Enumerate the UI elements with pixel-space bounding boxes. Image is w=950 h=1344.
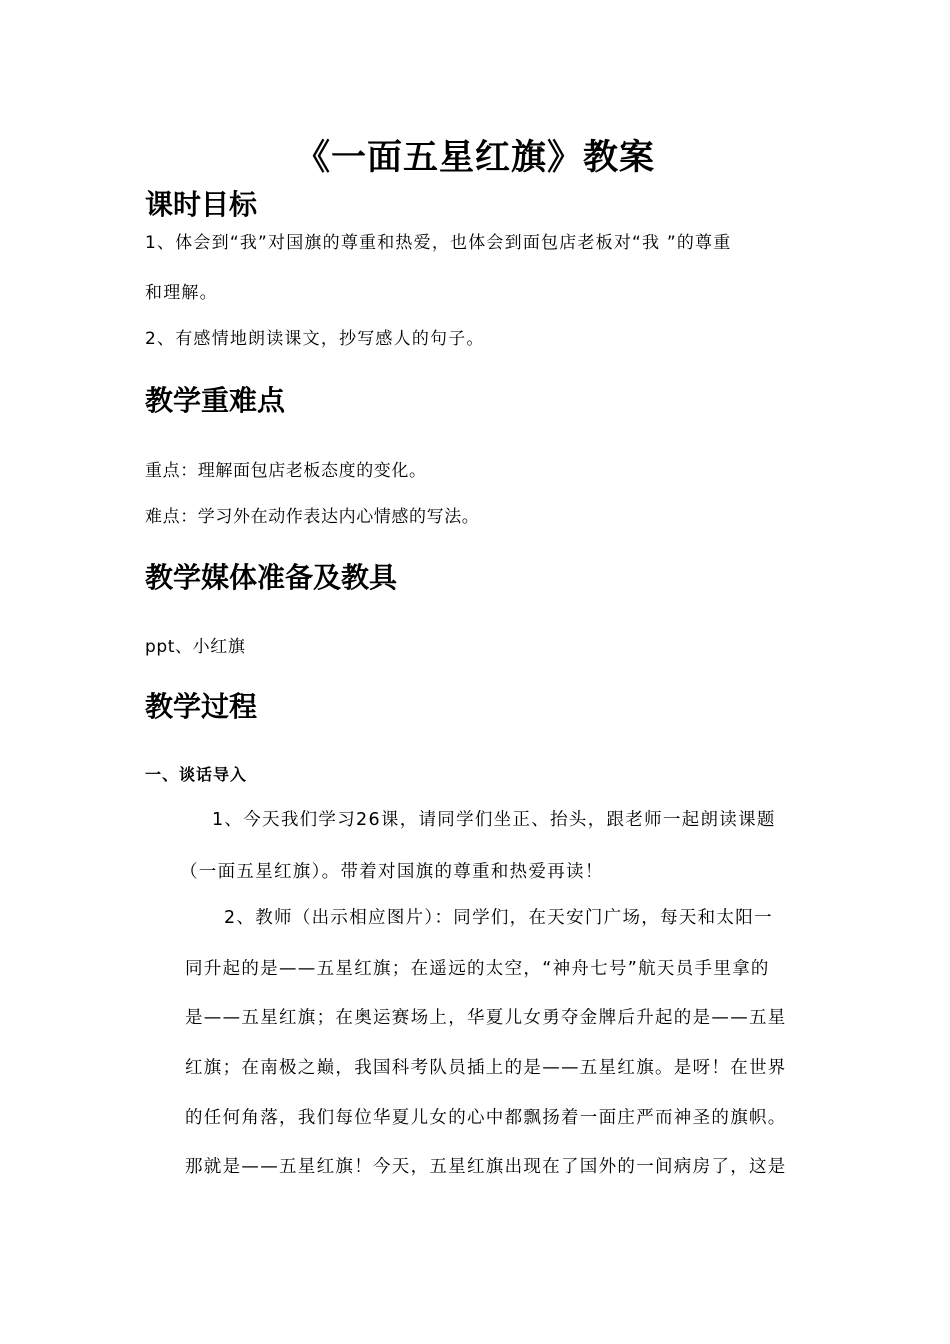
document-title: 《一面五星红旗》教案 (294, 138, 655, 178)
media-items: ppt、小红旗 (145, 637, 246, 657)
heading-media: 教学媒体准备及教具 (145, 561, 398, 594)
heading-goals: 课时目标 (145, 188, 258, 221)
goals-line-1: 1、体会到“我”对国旗的尊重和热爱，也体会到面包店老板对“我 ”的尊重 (145, 233, 732, 253)
goals-line-3: 2、有感情地朗读课文，抄写感人的句子。 (145, 329, 485, 349)
paragraph-line: 那就是——五星红旗！今天，五星红旗出现在了国外的一间病房了，这是 (185, 1157, 787, 1177)
subheading-intro: 一、谈话导入 (145, 765, 248, 784)
key-point-focus: 重点：理解面包店老板态度的变化。 (145, 461, 427, 481)
paragraph-line: 同升起的是——五星红旗；在遥远的太空，“神舟七号”航天员手里拿的 (185, 959, 770, 979)
paragraph-line: 的任何角落，我们每位华夏儿女的心中都飘扬着一面庄严而神圣的旗帜。 (185, 1108, 787, 1128)
paragraph-line: 1、今天我们学习26课，请同学们坐正、抬头，跟老师一起朗读课题 (212, 810, 776, 830)
heading-process: 教学过程 (145, 690, 258, 723)
paragraph-line: （一面五星红旗）。带着对国旗的尊重和热爱再读！ (180, 862, 604, 882)
paragraph-line: 是——五星红旗；在奥运赛场上，华夏儿女勇夺金牌后升起的是——五星 (185, 1008, 787, 1028)
goals-line-2: 和理解。 (145, 283, 218, 303)
paragraph-line: 2、教师（出示相应图片）：同学们，在天安门广场，每天和太阳一 (224, 908, 773, 928)
key-point-difficulty: 难点：学习外在动作表达内心情感的写法。 (145, 507, 480, 527)
heading-key-points: 教学重难点 (145, 384, 286, 417)
paragraph-line: 红旗；在南极之巅，我国科考队员插上的是——五星红旗。是呀！在世界 (185, 1058, 787, 1078)
